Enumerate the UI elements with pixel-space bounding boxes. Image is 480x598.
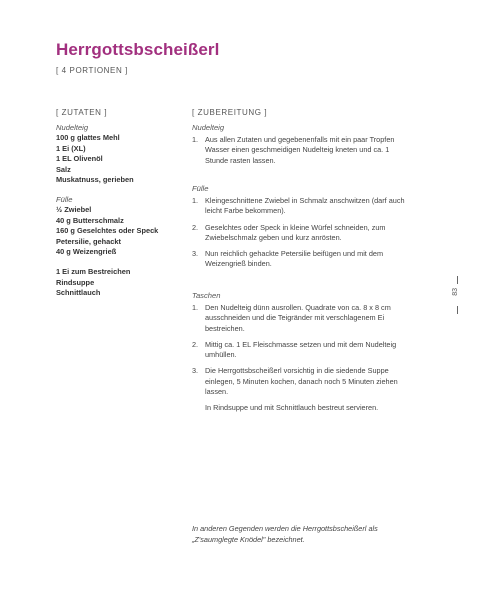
filling-steps-label: Fülle <box>192 184 209 193</box>
step-number: 2. <box>192 339 199 349</box>
dough-steps <box>192 135 414 166</box>
extra-ingredient-list <box>56 267 176 299</box>
step-item <box>192 249 414 270</box>
footnote <box>192 523 422 545</box>
page-number-rule <box>457 306 458 314</box>
step-item <box>192 340 414 361</box>
ingredient-item: 40 g Weizengrieß <box>56 247 117 257</box>
step-item <box>192 135 414 166</box>
step-number: 3. <box>192 366 199 376</box>
ingredient-item: 100 g glattes Mehl <box>56 133 120 142</box>
recipe-title: Herrgottsbscheißerl <box>56 40 220 59</box>
ingredient-item: 1 EL Olivenöl <box>56 154 103 164</box>
filling-ingredient-list <box>56 205 176 258</box>
ingredient-item: Rindsuppe <box>56 277 95 287</box>
step-item <box>192 366 414 397</box>
step-item <box>192 223 414 244</box>
dough-ingredients-label: Nudelteig <box>56 123 89 132</box>
dough-steps-label: Nudelteig <box>192 123 225 132</box>
step-text: Geselchtes oder Speck in kleine Würfel schneiden, zum Zwiebelschmalz geben und kurz anrösten. <box>205 222 386 242</box>
dough-ingredient-list <box>56 133 176 186</box>
ingredients-column <box>56 108 176 299</box>
serving-note: In Rindsuppe und mit Schnittlauch bestreut servieren. <box>205 403 379 413</box>
step-text: Die Herrgottsbscheißerl vorsichtig in die siedende Suppe einlegen, 5 Minuten kochen, danach noch 5 Minuten ziehen lassen. <box>205 366 398 397</box>
step-text: Nun reichlich gehackte Petersilie beifügen und mit dem Weizengrieß binden. <box>205 249 384 269</box>
page-number-marker <box>452 276 464 316</box>
portions-label: [ 4 PORTIONEN ] <box>56 66 128 75</box>
step-number: 1. <box>192 196 199 205</box>
step-item <box>192 303 414 334</box>
pocket-steps-label: Taschen <box>192 291 221 300</box>
page-number-rule <box>457 276 458 284</box>
step-number: 2. <box>192 222 199 232</box>
ingredient-item: 1 Ei (XL) <box>56 143 86 153</box>
ingredient-item: Schnittlauch <box>56 288 101 298</box>
footnote-line: „Z'saumglegte Knödel" bezeichnet. <box>192 535 305 544</box>
step-text: Den Nudelteig dünn ausrollen. Quadrate von ca. 8 x 8 cm ausschneiden und die Teigränder mit verschlagenem Ei bestreichen. <box>205 303 391 333</box>
page-number: 83 <box>452 288 459 296</box>
step-number: 1. <box>192 303 199 312</box>
ingredient-item: 160 g Geselchtes oder Speck <box>56 226 159 236</box>
step-text: Mittig ca. 1 EL Fleischmasse setzen und mit dem Nudelteig umhüllen. <box>205 339 397 360</box>
step-text: Aus allen Zutaten und gegebenenfalls mit ein paar Tropfen Wasser einen geschmeidigen Nudelteig kneten und ca. 1 Stunde rasten lassen. <box>205 135 395 165</box>
ingredient-item: 1 Ei zum Bestreichen <box>56 266 131 276</box>
footnote-line: In anderen Gegenden werden die Herrgottsbscheißerl als <box>192 524 378 533</box>
step-number: 1. <box>192 135 199 144</box>
ingredient-item: ½ Zwiebel <box>56 204 92 214</box>
step-number: 3. <box>192 249 199 259</box>
step-text: Kleingeschnittene Zwiebel in Schmalz anschwitzen (darf auch leicht Farbe bekommen). <box>205 196 405 216</box>
preparation-heading: [ ZUBEREITUNG ] <box>192 108 268 117</box>
step-item <box>192 196 414 217</box>
ingredient-item: Muskatnuss, gerieben <box>56 175 134 185</box>
ingredient-item: 40 g Butterschmalz <box>56 215 124 225</box>
pocket-steps <box>192 303 414 397</box>
ingredient-item: Petersilie, gehackt <box>56 236 121 246</box>
ingredient-item: Salz <box>56 164 71 174</box>
filling-steps <box>192 196 414 270</box>
filling-ingredients-label: Fülle <box>56 194 73 204</box>
ingredients-heading: [ ZUTATEN ] <box>56 108 108 117</box>
